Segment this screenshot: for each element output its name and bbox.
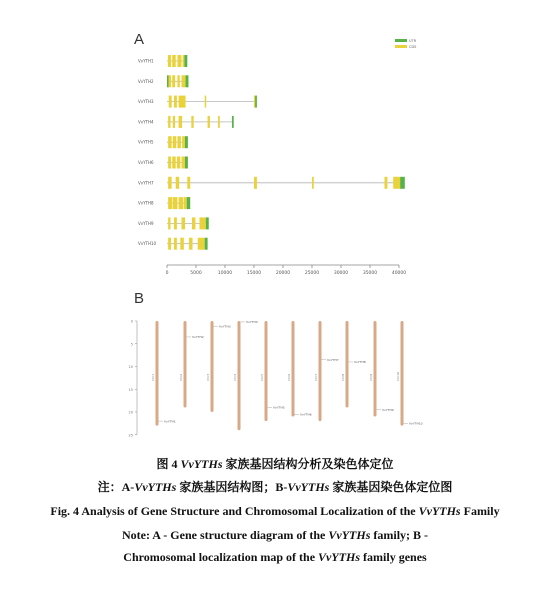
chromosome-bar-chr6 <box>292 321 295 417</box>
gene-locus-label-vvyth2: VvYTH2 <box>192 335 204 340</box>
gene-label-vvyth4: VvYTH4 <box>138 119 154 125</box>
chromosome-bar-chr8 <box>346 321 349 407</box>
scale-label: 10 <box>128 365 133 369</box>
gene-label-vvyth1: VvYTH1 <box>138 58 154 64</box>
gene-label-vvyth8: VvYTH8 <box>138 200 154 206</box>
scale-label: 25 <box>128 433 133 438</box>
gene-label-vvyth2: VvYTH2 <box>138 78 154 84</box>
axis-tick-label: 5000 <box>190 271 202 276</box>
scale-label: 5 <box>130 342 133 347</box>
chromosome-bar-chr10 <box>401 321 404 426</box>
gene-label-vvyth9: VvYTH9 <box>138 220 154 226</box>
chromosome-bar-chr2 <box>184 321 187 407</box>
chromosome-bar-chr1 <box>156 321 159 426</box>
gene-locus-label-vvyth7: VvYTH7 <box>327 357 339 362</box>
chromosome-label-chr1: Chr1 <box>151 373 155 381</box>
scale-label: 0 <box>130 319 133 324</box>
chromosome-label-chr4: Chr4 <box>233 373 237 381</box>
gene-locus-label-vvyth1: VvYTH1 <box>164 419 176 424</box>
axis-tick-label: 30000 <box>333 271 349 276</box>
scale-label: 20 <box>128 410 133 415</box>
gene-locus-label-vvyth8: VvYTH8 <box>354 360 366 365</box>
gene-label-vvyth7: VvYTH7 <box>138 180 154 186</box>
figure-title-cn: 图 4 VvYTHs 家族基因结构分析及染色体定位 <box>156 457 394 471</box>
chromosome-bar-chr7 <box>319 321 322 421</box>
gene-locus-label-vvyth3: VvYTH3 <box>219 324 231 329</box>
legend-label-cds: CDS <box>409 45 417 49</box>
chromosome-label-chr5: Chr5 <box>260 373 264 381</box>
panel-a-label: A <box>134 31 145 48</box>
gene-label-vvyth10: VvYTH10 <box>138 241 157 247</box>
gene-locus-label-vvyth4: VvYTH4 <box>246 320 258 325</box>
gene-locus-label-vvyth5: VvYTH5 <box>273 405 285 410</box>
figure-note-en: Note: A - Gene structure diagram of the VvYTHs family; B - <box>121 528 429 542</box>
figure-note-cn: 注：A-VvYTHs 家族基因结构图；B-VvYTHs 家族基因染色体定位图 <box>97 480 453 494</box>
chromosome-label-chr9: Chr9 <box>369 373 373 381</box>
gene-locus-label-vvyth6: VvYTH6 <box>300 412 312 417</box>
gene-label-vvyth5: VvYTH5 <box>138 139 154 145</box>
axis-tick-label: 15000 <box>246 271 262 276</box>
axis-tick-label: 10000 <box>217 271 233 276</box>
figure-note-en-continued: Chromosomal localization map of the VvYTHs family genes <box>123 550 427 564</box>
chromosome-label-chr7: Chr7 <box>314 373 318 381</box>
axis-tick-label: 0 <box>165 271 169 276</box>
axis-tick-label: 25000 <box>304 271 320 276</box>
scale-label: 15 <box>128 387 133 392</box>
panel-b-label: B <box>134 290 145 307</box>
axis-tick-label: 40000 <box>391 271 407 276</box>
chromosome-bar-chr9 <box>374 321 377 417</box>
legend-label-utr: UTR <box>409 39 417 43</box>
gene-label-vvyth3: VvYTH3 <box>138 99 154 105</box>
chromosome-label-chr2: Chr2 <box>179 373 183 381</box>
gene-label-vvyth6: VvYTH6 <box>138 160 154 165</box>
gene-locus-label-vvyth10: VvYTH10 <box>409 421 423 426</box>
chromosome-label-chr10: Chr10 <box>396 371 400 381</box>
gene-locus-label-vvyth9: VvYTH9 <box>382 407 394 412</box>
chromosome-label-chr8: Chr8 <box>341 373 345 381</box>
figure-title-en: Fig. 4 Analysis of Gene Structure and Chromosomal Localization of the VvYTHs Family <box>50 504 500 518</box>
chromosome-bar-chr4 <box>238 321 241 430</box>
chromosome-bar-chr5 <box>265 321 268 421</box>
chromosome-label-chr6: Chr6 <box>287 373 291 381</box>
chromosome-bar-chr3 <box>211 321 214 412</box>
axis-tick-label: 20000 <box>275 271 291 276</box>
chromosome-label-chr3: Chr3 <box>206 373 210 381</box>
axis-tick-label: 35000 <box>362 271 378 276</box>
